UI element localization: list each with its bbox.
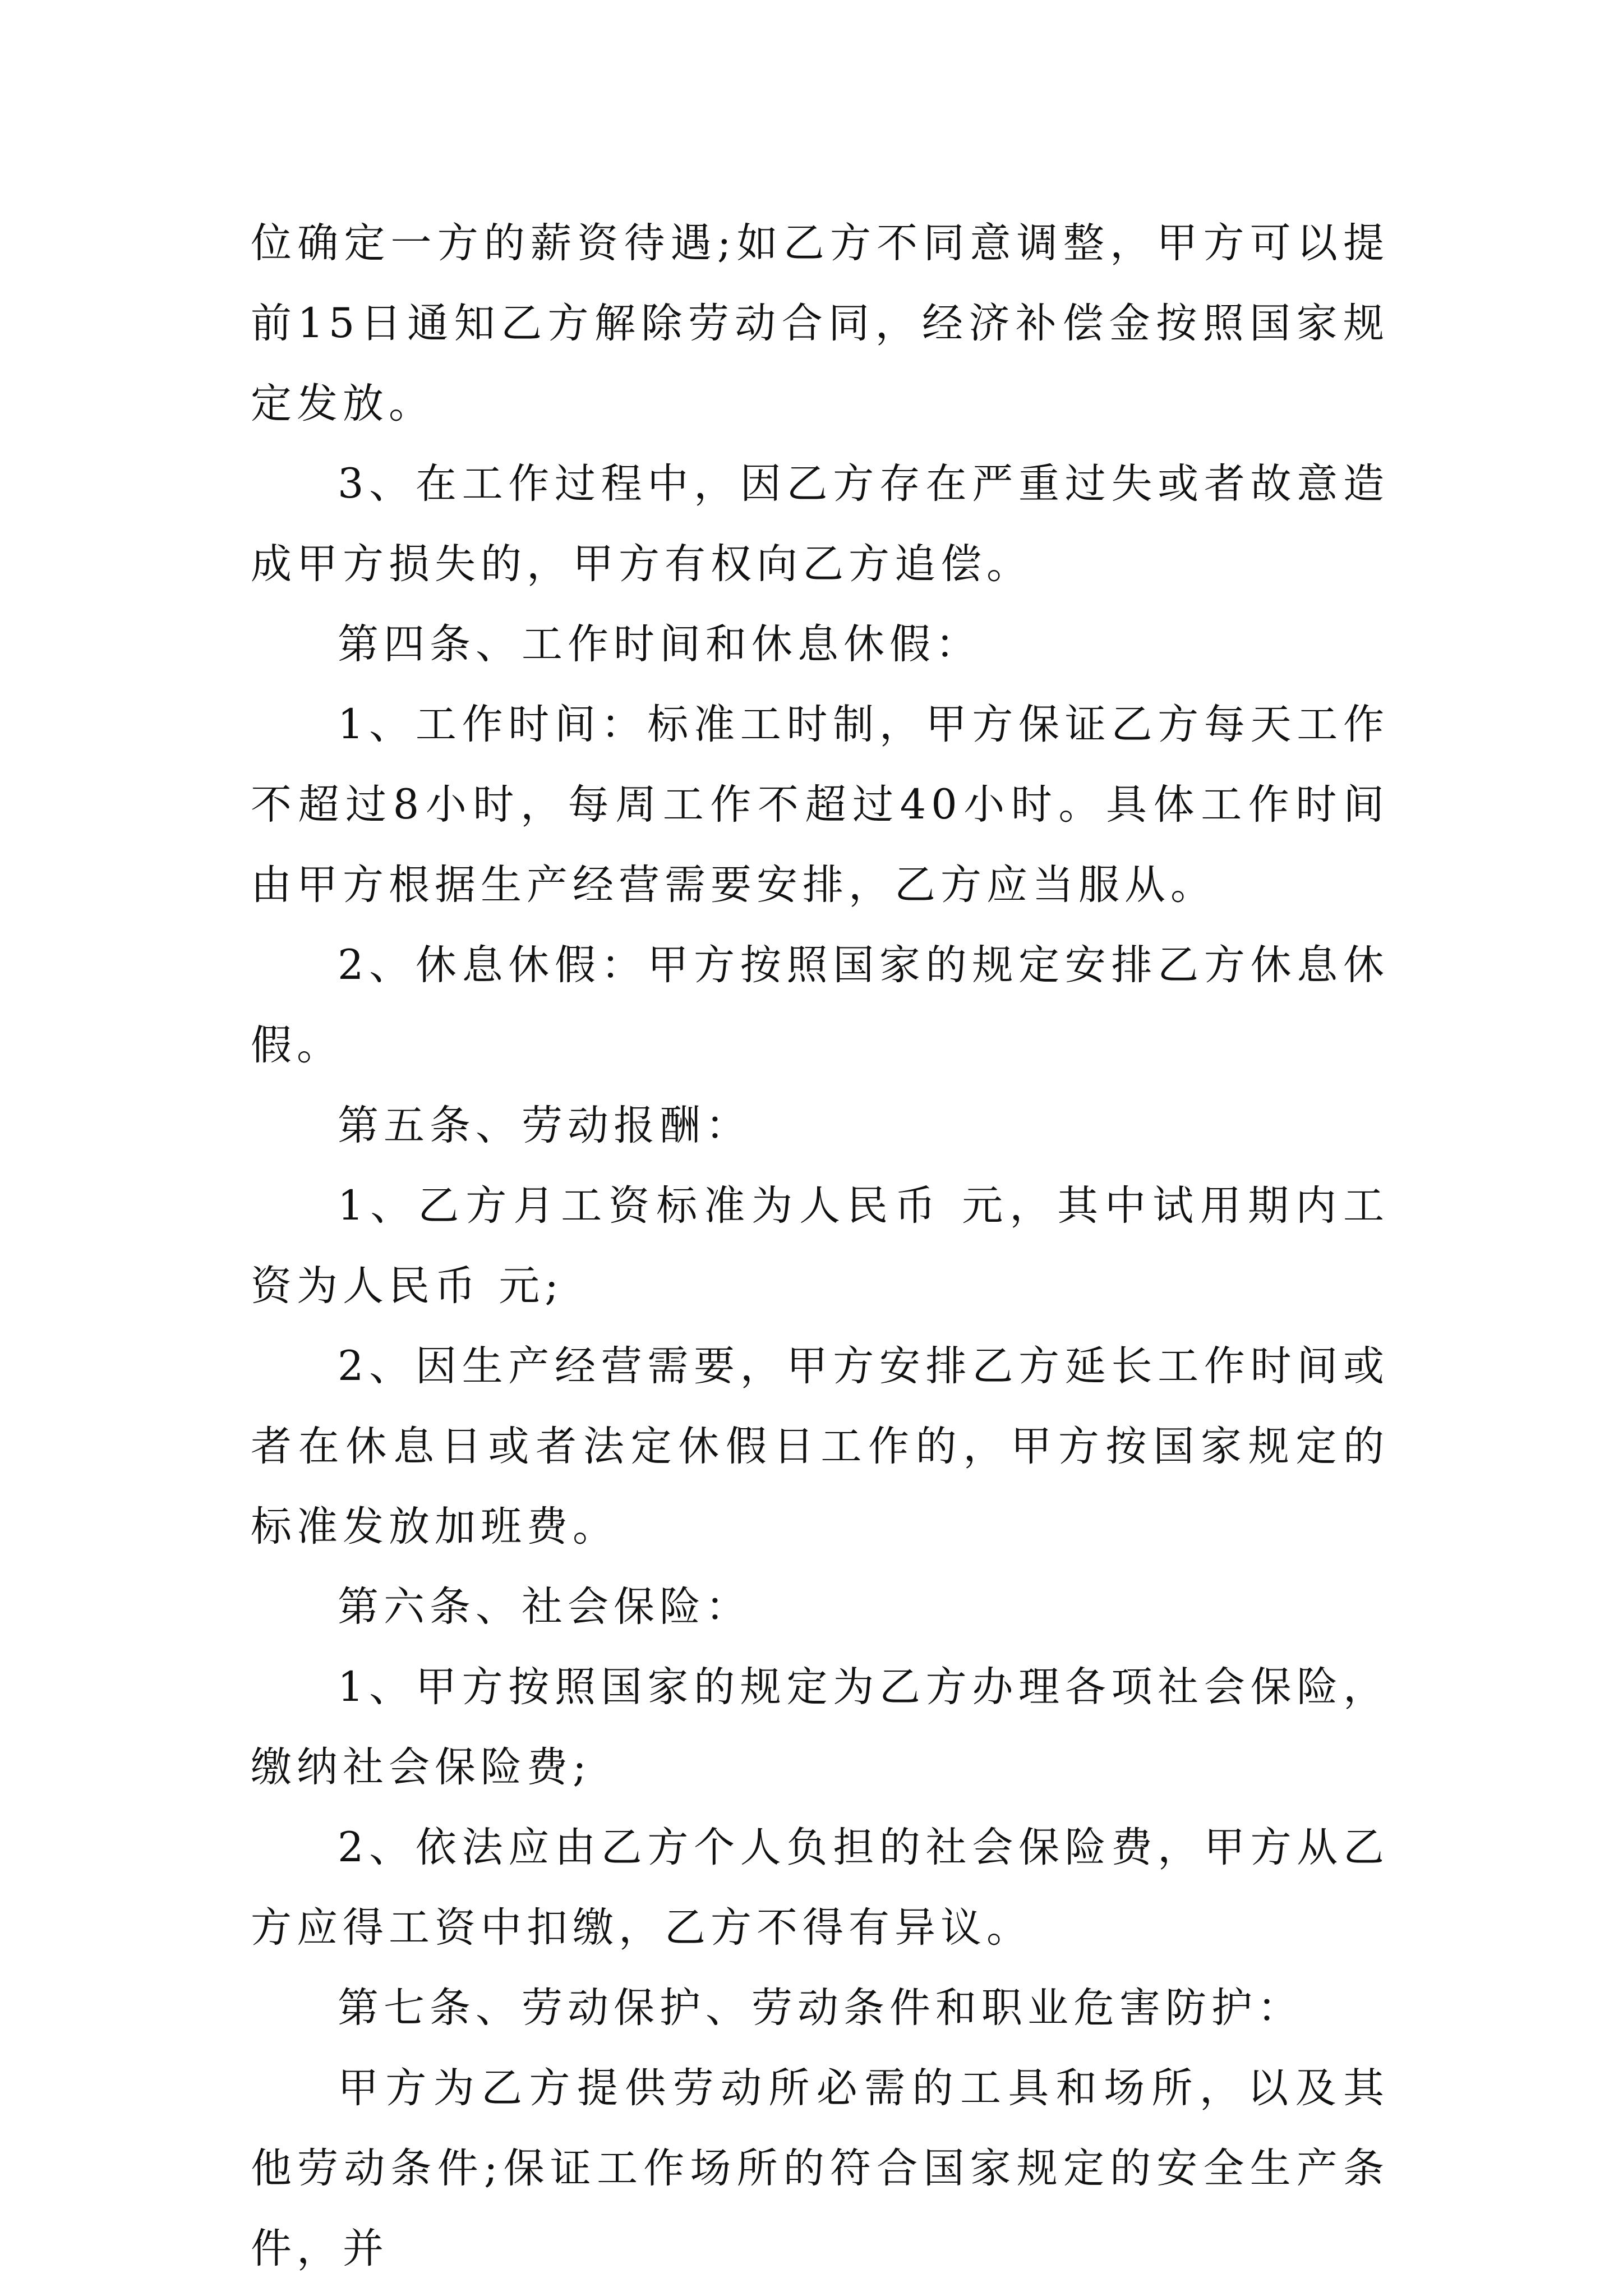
paragraph-rest-leave: 2、休息休假：甲方按照国家的规定安排乙方休息休假。 (251, 941, 1389, 1069)
heading-article-4: 第四条、工作时间和休息休假： (338, 620, 981, 668)
paragraph-item-3-compensation: 3、在工作过程中，因乙方存在严重过失或者故意造成甲方损失的，甲方有权向乙方追偿。 (251, 460, 1389, 588)
paragraph-monthly-salary: 1、乙方月工资标准为人民币 元，其中试用期内工资为人民币 元; (251, 1182, 1389, 1310)
heading-article-5: 第五条、劳动报酬： (338, 1102, 751, 1149)
paragraph-insurance-deduction: 2、依法应由乙方个人负担的社会保险费，甲方从乙方应得工资中扣缴，乙方不得有异议。 (251, 1824, 1389, 1952)
heading-article-6: 第六条、社会保险： (338, 1583, 751, 1631)
paragraph-labor-conditions: 甲方为乙方提供劳动所必需的工具和场所，以及其他劳动条件;保证工作场所的符合国家规定的安全生产条件，并 (251, 2064, 1389, 2272)
paragraph-working-hours: 1、工作时间：标准工时制，甲方保证乙方每天工作不超过8小时，每周工作不超过40小时。具体工作时间由甲方根据生产经营需要安排，乙方应当服从。 (251, 701, 1389, 909)
paragraph-overtime-pay: 2、因生产经营需要，甲方安排乙方延长工作时间或者在休息日或者法定休假日工作的，甲方按国家规定的标准发放加班费。 (251, 1342, 1389, 1550)
paragraph-continuation: 位确定一方的薪资待遇;如乙方不同意调整，甲方可以提前15日通知乙方解除劳动合同，经济补偿金按照国家规定发放。 (251, 219, 1389, 427)
document-body (251, 203, 1389, 2289)
heading-article-7: 第七条、劳动保护、劳动条件和职业危害防护： (338, 1984, 1303, 2032)
paragraph-social-insurance: 1、甲方按照国家的规定为乙方办理各项社会保险，缴纳社会保险费; (251, 1663, 1389, 1791)
